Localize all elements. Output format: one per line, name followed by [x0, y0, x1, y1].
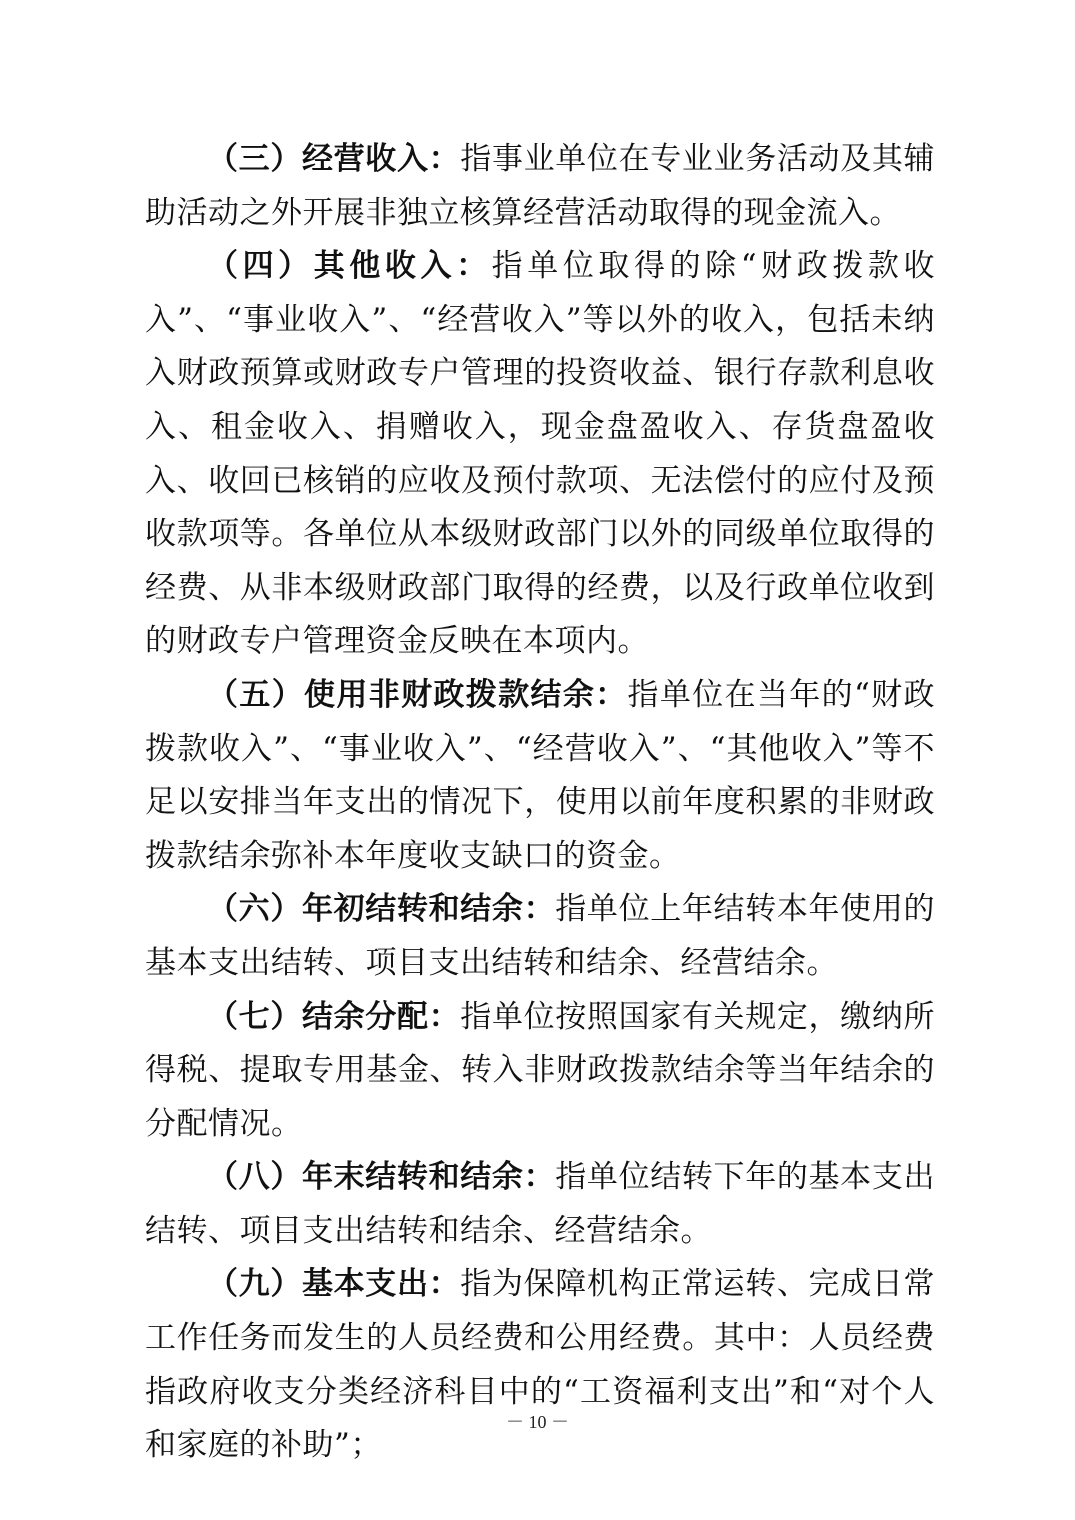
paragraph-heading: （八）年末结转和结余：: [207, 1159, 556, 1196]
paragraph-closing-carryover: [145, 1151, 935, 1258]
paragraph-operating-income: [145, 133, 935, 240]
page-number: － 10 －: [506, 1412, 569, 1432]
paragraph-text: 指为保障机构正常运转、完成日常工作任务而发生的人员经费和公用经费。其中：人员经费指政府收支分类经济科目中的“工资福利支出”和“对个人和家庭的补助”；: [145, 1266, 936, 1464]
paragraph-text: 指单位取得的除“财政拨款收入”、“事业收入”、“经营收入”等以外的收入，包括未纳入财政预算或财政专户管理的投资收益、银行存款利息收入、租金收入、捐赠收入，现金盘盈收入、存货盘盈收入、收回已核销的应收及预付款项、无法偿付的应付及预收款项等。各单位从本级财政部门以外的同级单位取得的经费、从非本级财政部门取得的经费，以及行政单位收到的财政专户管理资金反映在本项内。: [145, 248, 935, 660]
paragraph-text: 指单位结转下年的基本支出结转、项目支出结转和结余、经营结余。: [145, 1159, 935, 1249]
paragraph-heading: （七）结余分配：: [207, 998, 461, 1035]
paragraph-opening-carryover: [145, 883, 935, 990]
paragraph-basic-expenditure: [145, 1258, 935, 1472]
document-body: [145, 133, 935, 1473]
paragraph-heading: （四）其他收入：: [207, 248, 492, 285]
paragraph-text: 指单位按照国家有关规定，缴纳所得税、提取专用基金、转入非财政拨款结余等当年结余的分配情况。: [145, 998, 936, 1142]
paragraph-text: 指事业单位在专业业务活动及其辅助活动之外开展非独立核算经营活动取得的现金流入。: [145, 141, 936, 231]
paragraph-text: 指单位上年结转本年使用的基本支出结转、项目支出结转和结余、经营结余。: [145, 891, 935, 981]
paragraph-non-fiscal-balance: [145, 669, 935, 883]
paragraph-other-income: [145, 240, 935, 669]
paragraph-heading: （五）使用非财政拨款结余：: [207, 676, 628, 713]
paragraph-text: 指单位在当年的“财政拨款收入”、“事业收入”、“经营收入”、“其他收入”等不足以安排当年支出的情况下，使用以前年度积累的非财政拨款结余弥补本年度收支缺口的资金。: [145, 676, 935, 874]
paragraph-heading: （三）经营收入：: [207, 141, 461, 177]
paragraph-heading: （六）年初结转和结余：: [207, 891, 556, 928]
paragraph-heading: （九）基本支出：: [207, 1266, 461, 1303]
paragraph-surplus-distribution: [145, 991, 935, 1152]
